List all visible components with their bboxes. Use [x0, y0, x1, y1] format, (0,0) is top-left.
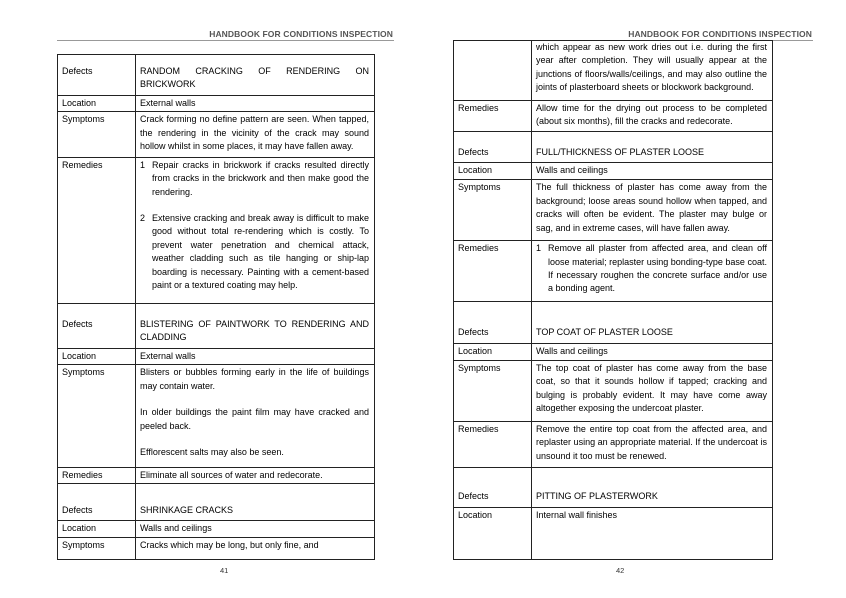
continuation-text: which appear as new work dries out i.e. during the first year after completion. They will usually appear at the junctions of floors/walls/ceilings, and may also outline the joints of plasterboard sheets or blockwork background.	[532, 41, 773, 101]
defects-title: PITTING OF PLASTERWORK	[532, 468, 773, 508]
table-row	[454, 302, 773, 344]
list-item-number: 1	[536, 243, 542, 254]
continuation-label-cell	[454, 41, 532, 101]
defects-label: Defects	[454, 132, 532, 163]
defects-label: Defects	[58, 303, 136, 348]
symptoms-label: Symptoms	[58, 538, 136, 560]
defects-title: SHRINKAGE CRACKS	[136, 484, 375, 521]
table-row	[58, 157, 375, 303]
left-defects-table	[57, 54, 375, 560]
remedies-label: Remedies	[58, 157, 136, 303]
table-row	[58, 348, 375, 365]
remedies-value	[532, 241, 773, 302]
location-value: External walls	[136, 95, 375, 112]
table-row	[454, 360, 773, 421]
list-item	[536, 242, 767, 296]
symptoms-value: Crack forming no define pattern are seen. When tapped, the rendering in the vicinity of the crack may sound hollow whilst in some places, it may have fallen away.	[136, 112, 375, 157]
symptoms-value: The top coat of plaster has come away from the base coat, so that it sounds hollow if tapped; cracking and bulging is probably evident. It may have come away altogether exposing the undercoat plaster.	[532, 360, 773, 421]
list-item-number: 1	[140, 159, 146, 170]
remedies-value: Allow time for the drying out process to be completed (about six months), fill the cracks and redecorate.	[532, 100, 773, 132]
right-running-header: HANDBOOK FOR CONDITIONS INSPECTION	[628, 29, 812, 39]
defects-label: Defects	[454, 302, 532, 344]
remedies-label: Remedies	[454, 241, 532, 302]
table-row	[58, 538, 375, 560]
left-page-number: 41	[220, 566, 229, 575]
location-label: Location	[454, 344, 532, 361]
remedies-label: Remedies	[58, 467, 136, 484]
table-row	[454, 421, 773, 467]
location-label: Location	[454, 163, 532, 180]
table-row	[454, 132, 773, 163]
table-row	[58, 521, 375, 538]
symptoms-paragraph: Efflorescent salts may also be seen.	[140, 447, 284, 458]
table-row	[454, 180, 773, 241]
symptoms-value	[136, 365, 375, 467]
symptoms-label: Symptoms	[58, 112, 136, 157]
symptoms-paragraph: Blisters or bubbles forming early in the life of buildings may contain water.	[140, 367, 369, 391]
list-item-number: 2	[140, 212, 146, 223]
table-row	[454, 41, 773, 101]
symptoms-value: Cracks which may be long, but only fine, and	[136, 538, 375, 560]
table-row	[58, 112, 375, 157]
list-item-text: Extensive cracking and break away is difficult to make good without total re-rendering which is costly. To prevent water penetration and chemical attack, weather cladding such as tile hanging or ship-lap boarding is necessary. Painting with a cement-based paint or a textured coating may help.	[152, 212, 369, 290]
list-item	[140, 212, 369, 292]
symptoms-label: Symptoms	[454, 360, 532, 421]
defects-title: BLISTERING OF PAINTWORK TO RENDERING AND CLADDING	[136, 303, 375, 348]
location-value: Walls and ceilings	[532, 163, 773, 180]
remedies-value	[136, 157, 375, 303]
defects-label: Defects	[58, 55, 136, 96]
location-value: Internal wall finishes	[532, 508, 773, 560]
table-row	[58, 95, 375, 112]
right-page-number: 42	[616, 566, 625, 575]
symptoms-paragraph: In older buildings the paint film may have cracked and peeled back.	[140, 407, 369, 431]
table-row	[58, 484, 375, 521]
defects-title: RANDOM CRACKING OF RENDERING ON BRICKWORK	[136, 55, 375, 96]
location-value: Walls and ceilings	[532, 344, 773, 361]
defects-title: FULL/THICKNESS OF PLASTER LOOSE	[532, 132, 773, 163]
table-row	[58, 303, 375, 348]
remedies-value: Eliminate all sources of water and redecorate.	[136, 467, 375, 484]
table-row	[58, 55, 375, 96]
table-row	[454, 241, 773, 302]
remedies-label: Remedies	[454, 421, 532, 467]
symptoms-label: Symptoms	[58, 365, 136, 467]
defects-label: Defects	[454, 468, 532, 508]
right-defects-table	[453, 40, 773, 560]
left-running-header: HANDBOOK FOR CONDITIONS INSPECTION	[209, 29, 393, 39]
table-row	[58, 467, 375, 484]
location-label: Location	[58, 95, 136, 112]
remedies-label: Remedies	[454, 100, 532, 132]
right-page	[423, 0, 846, 598]
remedies-value: Remove the entire top coat from the affected area, and replaster using an appropriate material. If the undercoat is unsound it too must be renewed.	[532, 421, 773, 467]
left-header-rule	[57, 40, 394, 41]
table-row	[454, 508, 773, 560]
location-value: External walls	[136, 348, 375, 365]
list-item-text: Remove all plaster from affected area, and clean off loose material; replaster using bonding-type base coat. If necessary roughen the concrete surface and/or use a bonding agent.	[548, 243, 767, 294]
symptoms-value: The full thickness of plaster has come away from the background; loose areas sound hollow when tapped, and cracks will often be evident. The plaster may bulge or sag, and in extreme cases, will have fallen away.	[532, 180, 773, 241]
list-item	[140, 159, 369, 199]
table-row	[58, 365, 375, 467]
location-label: Location	[58, 521, 136, 538]
location-label: Location	[454, 508, 532, 560]
table-row	[454, 100, 773, 132]
table-row	[454, 163, 773, 180]
location-label: Location	[58, 348, 136, 365]
symptoms-label: Symptoms	[454, 180, 532, 241]
table-row	[454, 468, 773, 508]
defects-title: TOP COAT OF PLASTER LOOSE	[532, 302, 773, 344]
table-row	[454, 344, 773, 361]
defects-label: Defects	[58, 484, 136, 521]
location-value: Walls and ceilings	[136, 521, 375, 538]
list-item-text: Repair cracks in brickwork if cracks resulted directly from cracks in the brickwork and then make good the rendering.	[152, 159, 369, 197]
